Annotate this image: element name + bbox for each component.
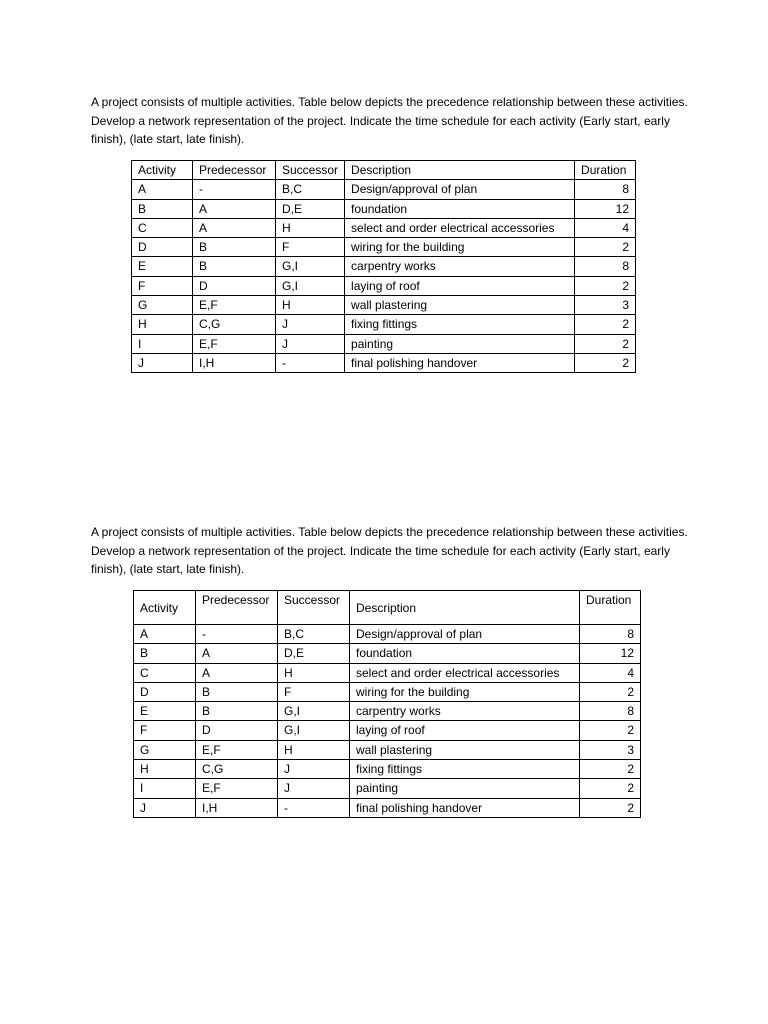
cell-predecessor: C,G [193, 315, 276, 334]
cell-activity: B [132, 199, 193, 218]
cell-description: wall plastering [350, 740, 580, 759]
cell-successor: J [276, 334, 345, 353]
cell-duration: 2 [575, 276, 636, 295]
cell-duration: 12 [580, 644, 641, 663]
cell-successor: H [276, 296, 345, 315]
header-successor: Successor [278, 591, 350, 625]
table-row [134, 779, 641, 798]
cell-description: carpentry works [345, 257, 575, 276]
table-row [134, 644, 641, 663]
cell-activity: C [134, 663, 196, 682]
table-row [134, 760, 641, 779]
activity-table-2 [133, 590, 641, 818]
cell-successor: G,I [278, 721, 350, 740]
cell-activity: H [132, 315, 193, 334]
table-row [132, 180, 636, 199]
cell-description: foundation [345, 199, 575, 218]
cell-description: painting [350, 779, 580, 798]
cell-duration: 2 [580, 798, 641, 817]
cell-duration: 2 [575, 353, 636, 372]
table-header-row [134, 591, 641, 625]
cell-predecessor: E,F [193, 334, 276, 353]
cell-duration: 4 [580, 663, 641, 682]
cell-activity: A [132, 180, 193, 199]
cell-description: fixing fittings [345, 315, 575, 334]
cell-duration: 3 [580, 740, 641, 759]
cell-activity: G [134, 740, 196, 759]
cell-predecessor: I,H [193, 353, 276, 372]
cell-duration: 8 [575, 180, 636, 199]
table-row [132, 315, 636, 334]
table-header-row [132, 161, 636, 180]
table-row [132, 199, 636, 218]
cell-description: laying of roof [345, 276, 575, 295]
cell-description: select and order electrical accessories [350, 663, 580, 682]
cell-successor: - [278, 798, 350, 817]
header-duration: Duration [580, 591, 641, 625]
cell-successor: H [278, 663, 350, 682]
header-description: Description [345, 161, 575, 180]
table-row [132, 353, 636, 372]
cell-duration: 3 [575, 296, 636, 315]
cell-predecessor: - [193, 180, 276, 199]
cell-activity: J [132, 353, 193, 372]
cell-activity: I [134, 779, 196, 798]
cell-successor: B,C [278, 625, 350, 644]
cell-duration: 4 [575, 218, 636, 237]
table-row [134, 682, 641, 701]
cell-description: laying of roof [350, 721, 580, 740]
intro-paragraph-2: A project consists of multiple activities. Table below depicts the precedence relationship between these activities. Develop a network representation of the project. Indicate the time schedule for each activity (Early start, early finish), (late start, late finish). [91, 525, 688, 576]
cell-description: wiring for the building [350, 682, 580, 701]
cell-activity: C [132, 218, 193, 237]
table-row [132, 238, 636, 257]
header-predecessor: Predecessor [196, 591, 278, 625]
cell-successor: D,E [278, 644, 350, 663]
cell-predecessor: C,G [196, 760, 278, 779]
cell-duration: 2 [575, 334, 636, 353]
cell-description: Design/approval of plan [345, 180, 575, 199]
cell-duration: 8 [575, 257, 636, 276]
cell-predecessor: E,F [193, 296, 276, 315]
table-row [134, 721, 641, 740]
header-activity: Activity [132, 161, 193, 180]
table-row [134, 663, 641, 682]
cell-activity: H [134, 760, 196, 779]
cell-description: Design/approval of plan [350, 625, 580, 644]
cell-duration: 2 [580, 779, 641, 798]
table-row [134, 625, 641, 644]
cell-activity: I [132, 334, 193, 353]
cell-predecessor: I,H [196, 798, 278, 817]
cell-successor: H [276, 218, 345, 237]
header-description: Description [350, 591, 580, 625]
cell-description: painting [345, 334, 575, 353]
cell-successor: J [278, 760, 350, 779]
cell-activity: B [134, 644, 196, 663]
cell-predecessor: B [196, 702, 278, 721]
cell-duration: 2 [580, 721, 641, 740]
cell-activity: D [132, 238, 193, 257]
cell-successor: G,I [276, 276, 345, 295]
cell-description: final polishing handover [345, 353, 575, 372]
cell-description: select and order electrical accessories [345, 218, 575, 237]
cell-activity: E [132, 257, 193, 276]
header-predecessor: Predecessor [193, 161, 276, 180]
cell-activity: E [134, 702, 196, 721]
cell-duration: 2 [580, 760, 641, 779]
cell-description: carpentry works [350, 702, 580, 721]
table-row [134, 740, 641, 759]
table-row [132, 296, 636, 315]
cell-description: final polishing handover [350, 798, 580, 817]
cell-duration: 2 [575, 315, 636, 334]
cell-duration: 8 [580, 702, 641, 721]
cell-predecessor: A [196, 644, 278, 663]
cell-successor: G,I [276, 257, 345, 276]
cell-activity: J [134, 798, 196, 817]
cell-predecessor: A [193, 218, 276, 237]
cell-predecessor: E,F [196, 779, 278, 798]
cell-predecessor: B [193, 238, 276, 257]
cell-activity: A [134, 625, 196, 644]
cell-successor: G,I [278, 702, 350, 721]
activity-table-1 [131, 160, 636, 373]
cell-predecessor: A [196, 663, 278, 682]
cell-description: foundation [350, 644, 580, 663]
table-row [132, 257, 636, 276]
cell-duration: 12 [575, 199, 636, 218]
cell-duration: 8 [580, 625, 641, 644]
table-row [132, 276, 636, 295]
cell-successor: J [278, 779, 350, 798]
cell-description: wiring for the building [345, 238, 575, 257]
cell-description: fixing fittings [350, 760, 580, 779]
cell-predecessor: A [193, 199, 276, 218]
cell-description: wall plastering [345, 296, 575, 315]
cell-successor: H [278, 740, 350, 759]
cell-activity: D [134, 682, 196, 701]
intro-paragraph-1: A project consists of multiple activities. Table below depicts the precedence relationship between these activities. Develop a network representation of the project. Indicate the time schedule for each activity (Early start, early finish), (late start, late finish). [91, 95, 688, 146]
cell-successor: F [276, 238, 345, 257]
header-activity: Activity [134, 591, 196, 625]
cell-predecessor: - [196, 625, 278, 644]
cell-predecessor: E,F [196, 740, 278, 759]
cell-successor: F [278, 682, 350, 701]
header-duration: Duration [575, 161, 636, 180]
cell-activity: G [132, 296, 193, 315]
cell-activity: F [132, 276, 193, 295]
cell-predecessor: D [193, 276, 276, 295]
cell-duration: 2 [575, 238, 636, 257]
table-row [132, 218, 636, 237]
table-row [134, 702, 641, 721]
cell-successor: J [276, 315, 345, 334]
cell-predecessor: D [196, 721, 278, 740]
header-successor: Successor [276, 161, 345, 180]
cell-duration: 2 [580, 682, 641, 701]
cell-activity: F [134, 721, 196, 740]
table-row [134, 798, 641, 817]
cell-predecessor: B [196, 682, 278, 701]
cell-successor: D,E [276, 199, 345, 218]
cell-successor: - [276, 353, 345, 372]
cell-predecessor: B [193, 257, 276, 276]
cell-successor: B,C [276, 180, 345, 199]
table-row [132, 334, 636, 353]
